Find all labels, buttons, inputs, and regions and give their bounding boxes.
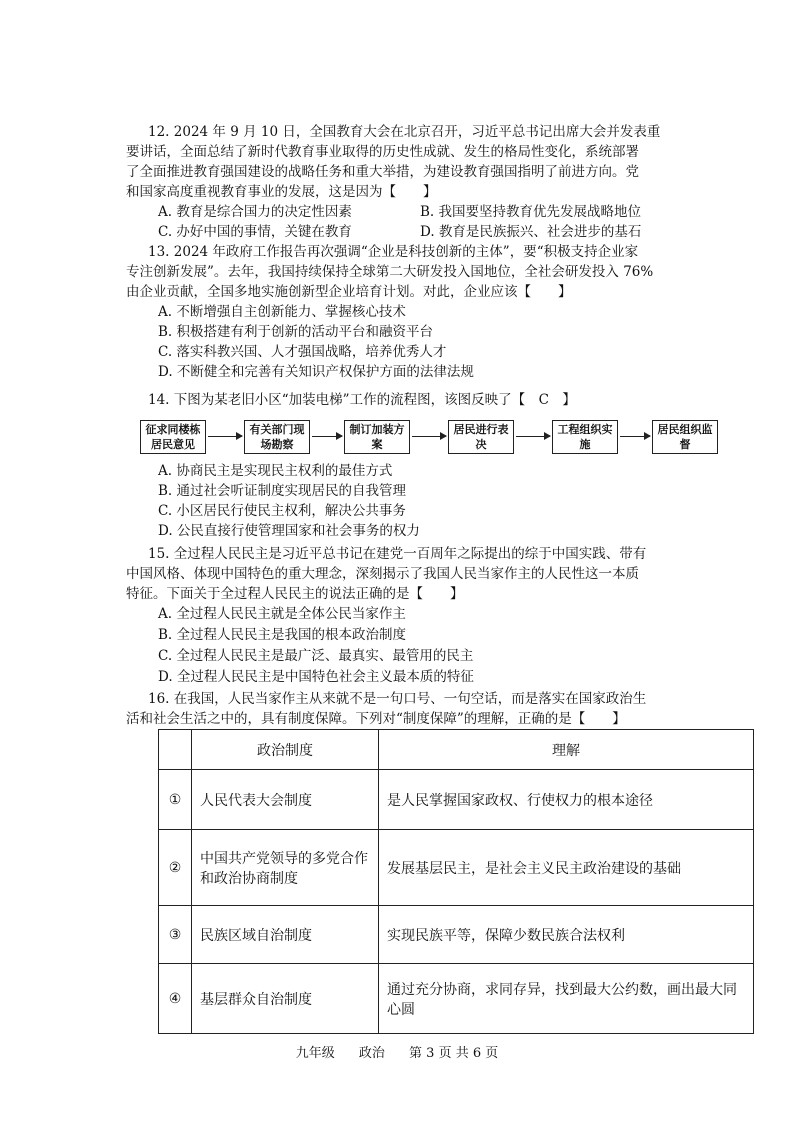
table-header-num: [159, 730, 192, 770]
q12-option-a: A. 教育是综合国力的决定性因素: [158, 204, 352, 220]
row-understanding: 是人民掌握国家政权、行使权力的根本途径: [379, 770, 754, 830]
flow-step-1: 征求同楼栋居民意见: [140, 420, 206, 454]
system-table: [158, 729, 754, 1034]
row-number: ①: [159, 770, 192, 830]
q14-option-a: A. 协商民主是实现民主权利的最佳方式: [158, 463, 393, 479]
q13-line-3: 由企业贡献，全国多地实施创新型企业培育计划。对此，企业应该【 】: [126, 284, 572, 300]
row-number: ③: [159, 906, 192, 964]
table-header-system: 政治制度: [192, 730, 379, 770]
flow-arrow-1: [208, 436, 242, 437]
flow-step-3: 制订加装方案: [344, 420, 410, 454]
row-system: 中国共产党领导的多党合作和政治协商制度: [192, 830, 379, 906]
q12-line-3: 了全面推进教育强国建设的战略任务和重大举措，为建设教育强国指明了前进方向。党: [126, 164, 639, 180]
q13-option-d: D. 不断健全和完善有关知识产权保护方面的法律法规: [158, 364, 474, 380]
flow-arrow-2: [312, 436, 342, 437]
q12-line-4: 和国家高度重视教育事业的发展，这是因为【 】: [126, 184, 437, 200]
q16-line-1: 16. 在我国，人民当家作主从来就不是一句口号、一句空话，而是落实在国家政治生: [148, 691, 647, 707]
footer-page-number: 第 3 页 共 6 页: [409, 1046, 499, 1061]
q14-option-d: D. 公民直接行使管理国家和社会事务的权力: [158, 523, 420, 539]
q13-option-c: C. 落实科教兴国、人才强国战略，培养优秀人才: [158, 344, 447, 360]
flow-step-2: 有关部门现场勘察: [244, 420, 310, 454]
q15-line-1: 15. 全过程人民民主是习近平总书记在建党一百周年之际提出的综于中国实践、带有: [148, 546, 647, 562]
row-number: ④: [159, 964, 192, 1034]
flow-step-6: 居民组织监督: [652, 420, 718, 454]
q13-line-2: 专注创新发展”。去年，我国持续保持全球第二大研发投入国地位，全社会研发投入 76%: [126, 264, 654, 280]
flow-arrow-5: [620, 436, 650, 437]
q12-option-c: C. 办好中国的事情，关键在教育: [158, 224, 352, 240]
table-row: [159, 906, 754, 964]
flow-arrow-4: [516, 436, 550, 437]
row-understanding: 发展基层民主，是社会主义民主政治建设的基础: [379, 830, 754, 906]
row-system: 人民代表大会制度: [192, 770, 379, 830]
q14-option-b: B. 通过社会听证制度实现居民的自我管理: [158, 483, 407, 499]
q15-option-d: D. 全过程人民民主是中国特色社会主义最本质的特征: [158, 669, 474, 685]
elevator-flowchart: [140, 420, 720, 460]
q12-option-b: B. 我国要坚持教育优先发展战略地位: [420, 204, 642, 220]
row-understanding: 通过充分协商，求同存异，找到最大公约数，画出最大同心圆: [379, 964, 754, 1034]
q15-option-c: C. 全过程人民民主是最广泛、最真实、最管用的民主: [158, 648, 474, 664]
q12-line-1: 12. 2024 年 9 月 10 日，全国教育大会在北京召开，习近平总书记出席大会并发表重: [148, 124, 661, 140]
table-row: [159, 964, 754, 1034]
q13-line-1: 13. 2024 年政府工作报告再次强调“企业是科技创新的主体”，要“积极支持企业家: [148, 244, 639, 260]
row-understanding: 实现民族平等，保障少数民族合法权利: [379, 906, 754, 964]
footer-grade: 九年级: [295, 1046, 335, 1061]
q15-line-2: 中国风格、体现中国特色的重大理念，深刻揭示了我国人民当家作主的人民性这一本质: [126, 566, 639, 582]
footer-subject: 政治: [358, 1046, 385, 1061]
flow-step-4: 居民进行表决: [448, 420, 514, 454]
q14-option-c: C. 小区居民行使民主权利，解决公共事务: [158, 503, 406, 519]
table-row: [159, 830, 754, 906]
q12-line-2: 要讲话，全面总结了新时代教育事业取得的历史性成就、发生的格局性变化，系统部署: [126, 144, 639, 160]
table-row: [159, 770, 754, 830]
q13-option-b: B. 积极搭建有利于创新的活动平台和融资平台: [158, 324, 434, 340]
q15-line-3: 特征。下面关于全过程人民民主的说法正确的是【 】: [126, 586, 464, 602]
q15-option-a: A. 全过程人民民主就是全体公民当家作主: [158, 606, 406, 622]
q13-option-a: A. 不断增强自主创新能力、掌握核心技术: [158, 304, 406, 320]
flow-step-5: 工程组织实施: [552, 420, 618, 454]
page-footer: [0, 1042, 794, 1061]
row-system: 民族区域自治制度: [192, 906, 379, 964]
table-header-row: [159, 730, 754, 770]
flow-arrow-3: [412, 436, 446, 437]
q14-stem: 14. 下图为某老旧小区“加装电梯”工作的流程图，该图反映了【 C 】: [148, 392, 576, 408]
q16-line-2: 活和社会生活之中的，具有制度保障。下列对“制度保障”的理解，正确的是【 】: [126, 711, 626, 727]
q12-option-d: D. 教育是民族振兴、社会进步的基石: [420, 224, 642, 240]
row-number: ②: [159, 830, 192, 906]
q15-option-b: B. 全过程人民民主是我国的根本政治制度: [158, 627, 407, 643]
table-header-understanding: 理解: [379, 730, 754, 770]
row-system: 基层群众自治制度: [192, 964, 379, 1034]
